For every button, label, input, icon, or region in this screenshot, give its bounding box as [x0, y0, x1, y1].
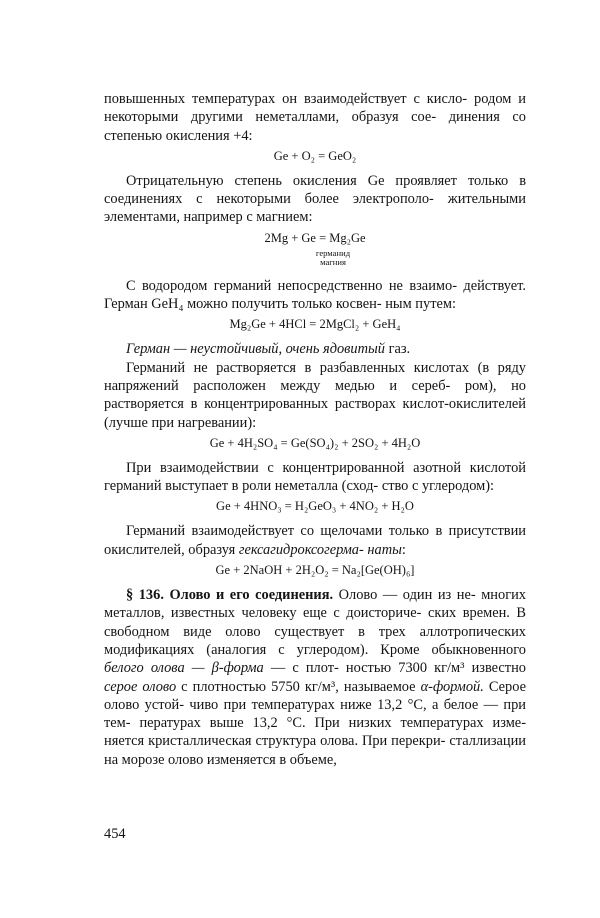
- text-line: родом и некоторыми другими неметаллами, образуя сое-: [104, 91, 526, 126]
- text-line: С водородом германий непосредственно не взаимо-: [126, 277, 457, 294]
- caption-line: германид: [315, 247, 351, 258]
- paragraph-negative-oxidation: [104, 172, 526, 227]
- text-line: многих металлов, известных человеку еще с доисториче-: [104, 587, 526, 622]
- text-line: пературах выше 13,2 °С. При низких температурах изме-: [139, 715, 526, 732]
- italic-text: α-формой.: [420, 678, 484, 695]
- text-span: Олово — один из не-: [333, 587, 476, 604]
- text-line: При взаимодействии с концентрированной азотной: [126, 459, 462, 476]
- italic-text: гексагидроксогерма-: [238, 541, 364, 558]
- text-line: аллотропических модификациях (аналогия с углеродом).: [104, 623, 526, 658]
- text-line: кислот-окислителей (лучше при нагревании):: [104, 396, 526, 431]
- text-line: только в соединениях с некоторыми более электрополо-: [104, 172, 526, 208]
- text-line: повышенных температурах он взаимодействует с кисло-: [104, 91, 468, 107]
- text-span: присутствии окислителей, образуя: [104, 523, 527, 558]
- caption-line: магния: [320, 257, 346, 268]
- text-line: жительными элементами, например с магнием:: [104, 191, 526, 226]
- formula-germane: Mg₂Ge + 4HCl = 2MgCl₂ + GeH₄: [229, 317, 401, 332]
- text-line: ство с углеродом):: [381, 478, 495, 495]
- text-line: ным путем:: [385, 296, 456, 313]
- formula-sulfuric-acid: Ge + 4H₂SO₄ = Ge(SO₄)₂ + 2SO₂ + 4H₂O: [209, 435, 421, 450]
- text-line: ром), но растворяется в концентрированных растворах: [104, 377, 526, 413]
- text-span: Кроме обыкновенного: [380, 641, 526, 658]
- text-line: няется кристаллическая структура олова. При перекри-: [104, 733, 446, 750]
- text-line: Германий взаимодействует со щелочами только в: [126, 523, 443, 540]
- italic-text: белого олова — β-форма: [104, 660, 264, 677]
- italic-text: наты: [367, 541, 402, 558]
- italic-text: Герман — неустойчивый, очень ядовитый: [126, 341, 385, 358]
- paragraph-germanium-oxygen: [104, 90, 526, 145]
- page-number: 454: [104, 826, 126, 842]
- paragraph-germane-poison: [104, 340, 526, 358]
- paragraph-nitric-acid: [104, 459, 526, 496]
- paragraph-hydrogen: [104, 277, 526, 314]
- formula-ge-o2: Ge + O₂ = GeO₂: [273, 148, 357, 163]
- text-line: действует. Герман GeH₄ можно получить только косвен-: [104, 277, 526, 313]
- text-span: с плотностью: [176, 678, 267, 695]
- text-line: (в ряду напряжений расположен между медью и сереб-: [104, 359, 526, 394]
- formula-caption: [104, 249, 526, 268]
- text-line: Отрицательную степень окисления Ge проявляет: [126, 172, 457, 189]
- text-span: ностью 7300 кг/м³ известно: [345, 660, 526, 677]
- section-title: § 136. Олово и его соединения.: [126, 587, 334, 604]
- formula-alkali: Ge + 2NaOH + 2H₂O₂ = Na₂[Ge(OH)₆]: [215, 563, 415, 578]
- formula-nitric-acid: Ge + 4HNO₃ = H₂GeO₃ + 4NO₂ + H₂O: [216, 499, 414, 514]
- text-span: 5750 кг/м³, называемое: [271, 678, 421, 695]
- text-line: динения со степенью окисления +4:: [104, 109, 526, 144]
- text-line: чиво при температурах ниже 13,2 °С, а белое — при тем-: [104, 696, 526, 732]
- text-span: Серое олово устой-: [104, 678, 526, 713]
- formula-mg-ge: 2Mg + Ge = Mg₂Ge: [264, 230, 366, 245]
- italic-text: серое олово: [104, 678, 177, 695]
- text-line: кислотой германий выступает в роли неметалла (сход-: [104, 459, 526, 495]
- paragraph-acids: [104, 359, 526, 432]
- text-body: [104, 90, 526, 769]
- text-span: :: [401, 541, 406, 558]
- paragraph-alkali: [104, 522, 526, 559]
- paragraph-tin-section: [104, 586, 526, 769]
- text-span: газ.: [384, 341, 411, 358]
- text-line: сталлизации на морозе олово изменяется в объеме,: [104, 733, 526, 768]
- text-line: Германий не растворяется в разбавленных кислотах: [126, 359, 470, 376]
- text-span: — с плот-: [263, 660, 339, 677]
- text-line: ских времен. В свободном виде олово существует в трех: [104, 605, 526, 640]
